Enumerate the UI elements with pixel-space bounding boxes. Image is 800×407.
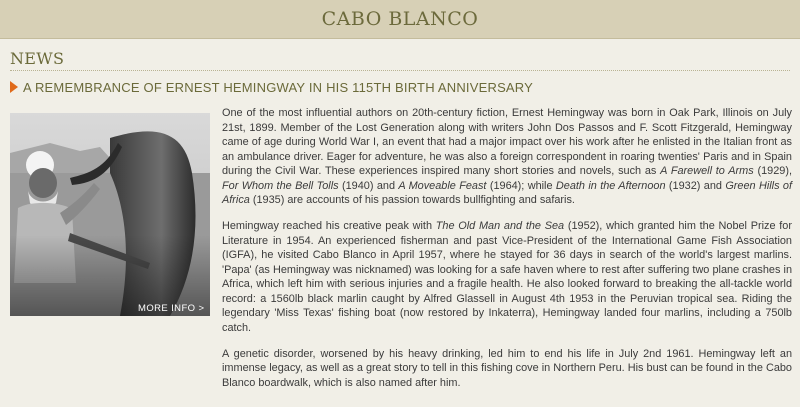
text-run: (1964); while — [486, 179, 556, 192]
article-body — [222, 106, 792, 402]
article-heading — [10, 79, 533, 95]
text-run: (1929), — [753, 165, 792, 177]
text-run: (1932) and — [665, 179, 726, 192]
text-run: One of the most influential authors on 20th-century fiction, Ernest Hemingway was born in Oak Park, Illinois on July 21st, 1899. Member of the Lost Generation along with writers John Dos Passos and F. Scott Fitzgerald, Hemingway came of age during World War I, an event that had a major impact over his work after he enlisted in the Italian front as an ambulance driver. Eager for adventure, he was also a foreign correspondent in roaring twenties' Paris and in Spain during the Civil War. These experiences inspired many short stories and novels, such as — [222, 107, 792, 177]
text-run: Hemingway reached his creative peak with — [222, 220, 436, 232]
paragraph-1 — [222, 106, 792, 208]
book-title: A Moveable Feast — [398, 179, 487, 192]
hemingway-photo-image — [10, 113, 210, 316]
book-title: A Farewell to Arms — [660, 165, 754, 177]
article-title: A REMEMBRANCE OF ERNEST HEMINGWAY IN HIS 115TH BIRTH ANNIVERSARY — [23, 79, 534, 95]
book-title: The Old Man and the Sea — [435, 220, 565, 232]
more-info-link[interactable]: MORE INFO > — [138, 303, 205, 314]
text-run: (1935) are accounts of his passion towards bullfighting and safaris. — [249, 194, 575, 206]
header-bar — [0, 0, 800, 39]
text-run: (1940) and — [338, 179, 399, 192]
book-title: Death in the Afternoon — [555, 179, 666, 192]
site-title: CABO BLANCO — [321, 8, 479, 30]
book-title: Green Hills of Africa — [222, 179, 792, 206]
article-photo[interactable] — [10, 113, 210, 316]
arrow-right-icon — [10, 81, 18, 93]
section-divider — [10, 70, 790, 71]
paragraph-2 — [222, 219, 792, 335]
book-title: For Whom the Bell Tolls — [222, 179, 339, 192]
paragraph-3: A genetic disorder, worsened by his heavy drinking, led him to end his life in July 2nd 1961. Hemingway left an immense legacy, as well as a great story to tell in this fishing cove in Northern Peru. His bust can be found in the Cabo Blanco boardwalk, which is also named after him. — [222, 347, 792, 389]
text-run: (1952), which granted him the Nobel Prize for Literature in 1954. An experienced fisherman and past Vice-President of the International Game Fish Association (IGFA), he visited Cabo Blanco in April 1957, where he stayed for 36 days in search of the world's largest marlins. 'Papa' (as Hemingway was nicknamed) was looking for a safe haven where to rest after suffering two plane crashes in Africa, which left him with serious injuries and a fragile health. He also looked forward to breaking the all-tackle world record: a 1560lb black marlin caught by Alfred Glassell in August 4th 1953 in the Peruvian tropical sea. Riding the legendary 'Miss Texas' fishing boat (now restored by Inkaterra), Hemingway landed four marlins, including a 750lb catch. — [222, 220, 792, 334]
section-title: NEWS — [10, 49, 65, 68]
